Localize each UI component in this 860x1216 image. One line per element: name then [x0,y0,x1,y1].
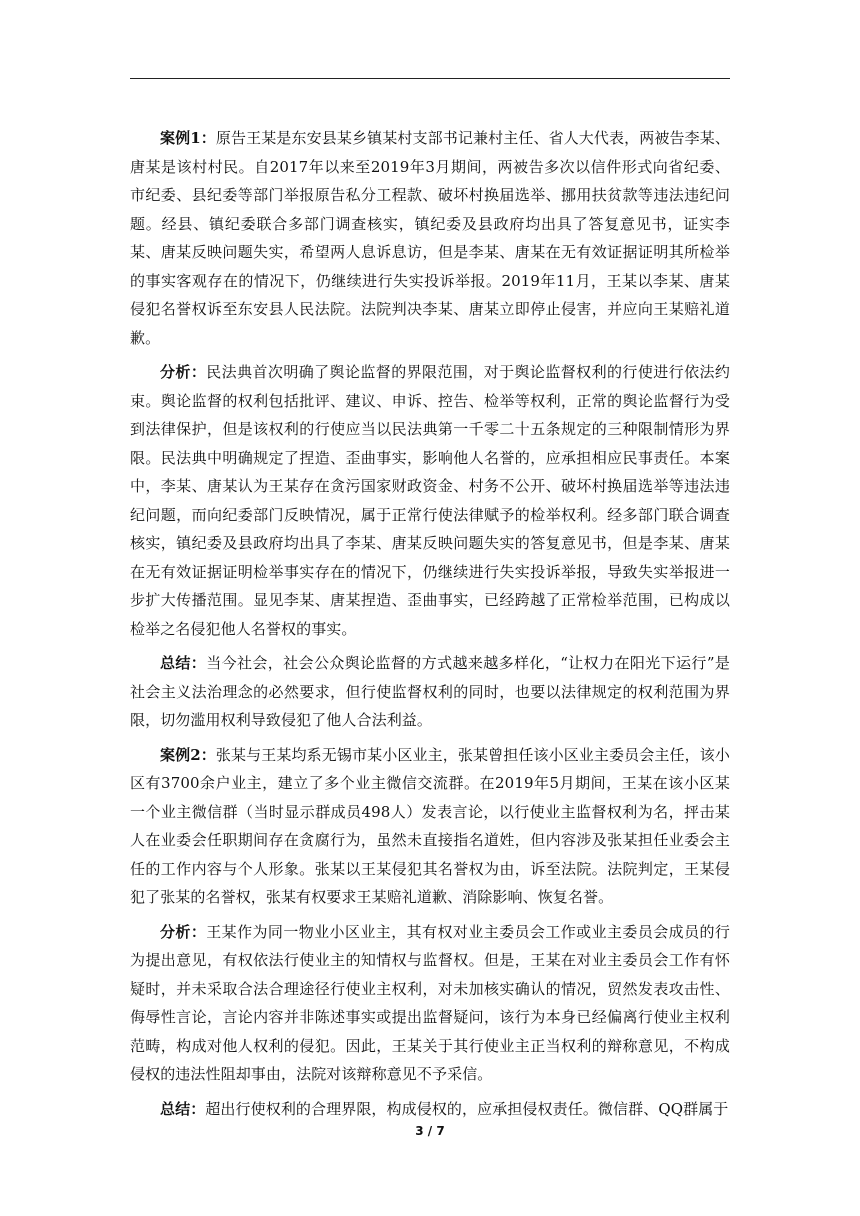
paragraph-label: 案例2： [160,745,216,764]
paragraph-text: 原告王某是东安县某乡镇某村支部书记兼村主任、省人大代表，两被告李某、唐某是该村村民。自2017年以来至2019年3月期间，两被告多次以信件形式向省纪委、市纪委、县纪委等部门举报原告私分工程款、破坏村换届选举、挪用扶贫款等违法违纪问题。经县、镇纪委联合多部门调查核实，镇纪委及县政府均出具了答复意见书，证实李某、唐某反映问题失实，希望两人息诉息访，但是李某、唐某在无有效证据证明其所检举的事实客观存在的情况下，仍继续进行失实投诉举报。2019年11月，王某以李某、唐某侵犯名誉权诉至东安县人民法院。法院判决李某、唐某立即停止侵害，并应向王某赔礼道歉。 [130,129,730,347]
paragraph-text: 王某作为同一物业小区业主，其有权对业主委员会工作或业主委员会成员的行为提出意见，有权依法行使业主的知情权与监督权。但是，王某在对业主委员会工作有怀疑时，并未采取合法合理途径行使业主权利，对未加核实确认的情况，贸然发表攻击性、侮辱性言论，言论内容并非陈述事实或提出监督疑问，该行为本身已经偏离行使业主权利范畴，构成对他人权利的侵犯。因此，王某关于其行使业主正当权利的辩称意见，不构成侵权的违法性阻却事由，法院对该辩称意见不予采信。 [130,922,730,1083]
paragraph-text: 张某与王某均系无锡市某小区业主，张某曾担任该小区业主委员会主任，该小区有3700余户业主，建立了多个业主微信交流群。在2019年5月期间，王某在该小区某一个业主微信群（当时显示群成员498人）发表言论，以行使业主监督权利为名，抨击某人在业委会任职期间存在贪腐行为，虽然未直接指名道姓，但内容涉及张某担任业委会主任的工作内容与个人形象。张某以王某侵犯其名誉权为由，诉至法院。法院判定，王某侵犯了张某的名誉权，张某有权要求王某赔礼道歉、消除影响、恢复名誉。 [130,745,730,906]
document-body [130,124,730,1129]
header-rule [130,78,730,79]
paragraph-text: 超出行使权利的合理界限，构成侵权的，应承担侵权责任。微信群、QQ群属于 [205,1099,729,1118]
paragraph-label: 案例1： [160,129,216,147]
paragraph-analysis-2 [130,918,730,1089]
paragraph-text: 民法典首次明确了舆论监督的界限范围，对于舆论监督权利的行使进行依法约束。舆论监督的权利包括批评、建议、申诉、控告、检举等权利，正常的舆论监督行为受到法律保护，但是该权利的行使应当以民法典第一千零二十五条规定的三种限制情形为界限。民法典中明确规定了捏造、歪曲事实，影响他人名誉的，应承担相应民事责任。本案中，李某、唐某认为王某存在贪污国家财政资金、村务不公开、破坏村换届选举等违法违纪问题，而向纪委部门反映情况，属于正常行使法律赋予的检举权利。经多部门联合调查核实，镇纪委及县政府均出具了李某、唐某反映问题失实的答复意见书，但是李某、唐某在无有效证据证明检举事实存在的情况下，仍继续进行失实投诉举报，导致失实举报进一步扩大传播范围。显见李某、唐某捏造、歪曲事实，已经跨越了正常检举范围，已构成以检举之名侵犯他人名誉权的事实。 [130,363,730,638]
paragraph-case-1 [130,124,730,352]
paragraph-summary-1 [130,649,730,735]
paragraph-label: 分析： [160,922,207,941]
page-number: 3 / 7 [415,1124,445,1138]
paragraph-analysis-1 [130,358,730,643]
paragraph-summary-2 [130,1095,730,1124]
paragraph-label: 总结： [160,1099,206,1118]
paragraph-label: 总结： [160,654,207,672]
paragraph-text: 当今社会，社会公众舆论监督的方式越来越多样化，“让权力在阳光下运行”是社会主义法治理念的必然要求，但行使监督权利的同时，也要以法律规定的权利范围为界限，切勿滥用权利导致侵犯了他人合法利益。 [130,654,730,729]
paragraph-case-2 [130,741,730,912]
paragraph-label: 分析： [160,363,207,381]
